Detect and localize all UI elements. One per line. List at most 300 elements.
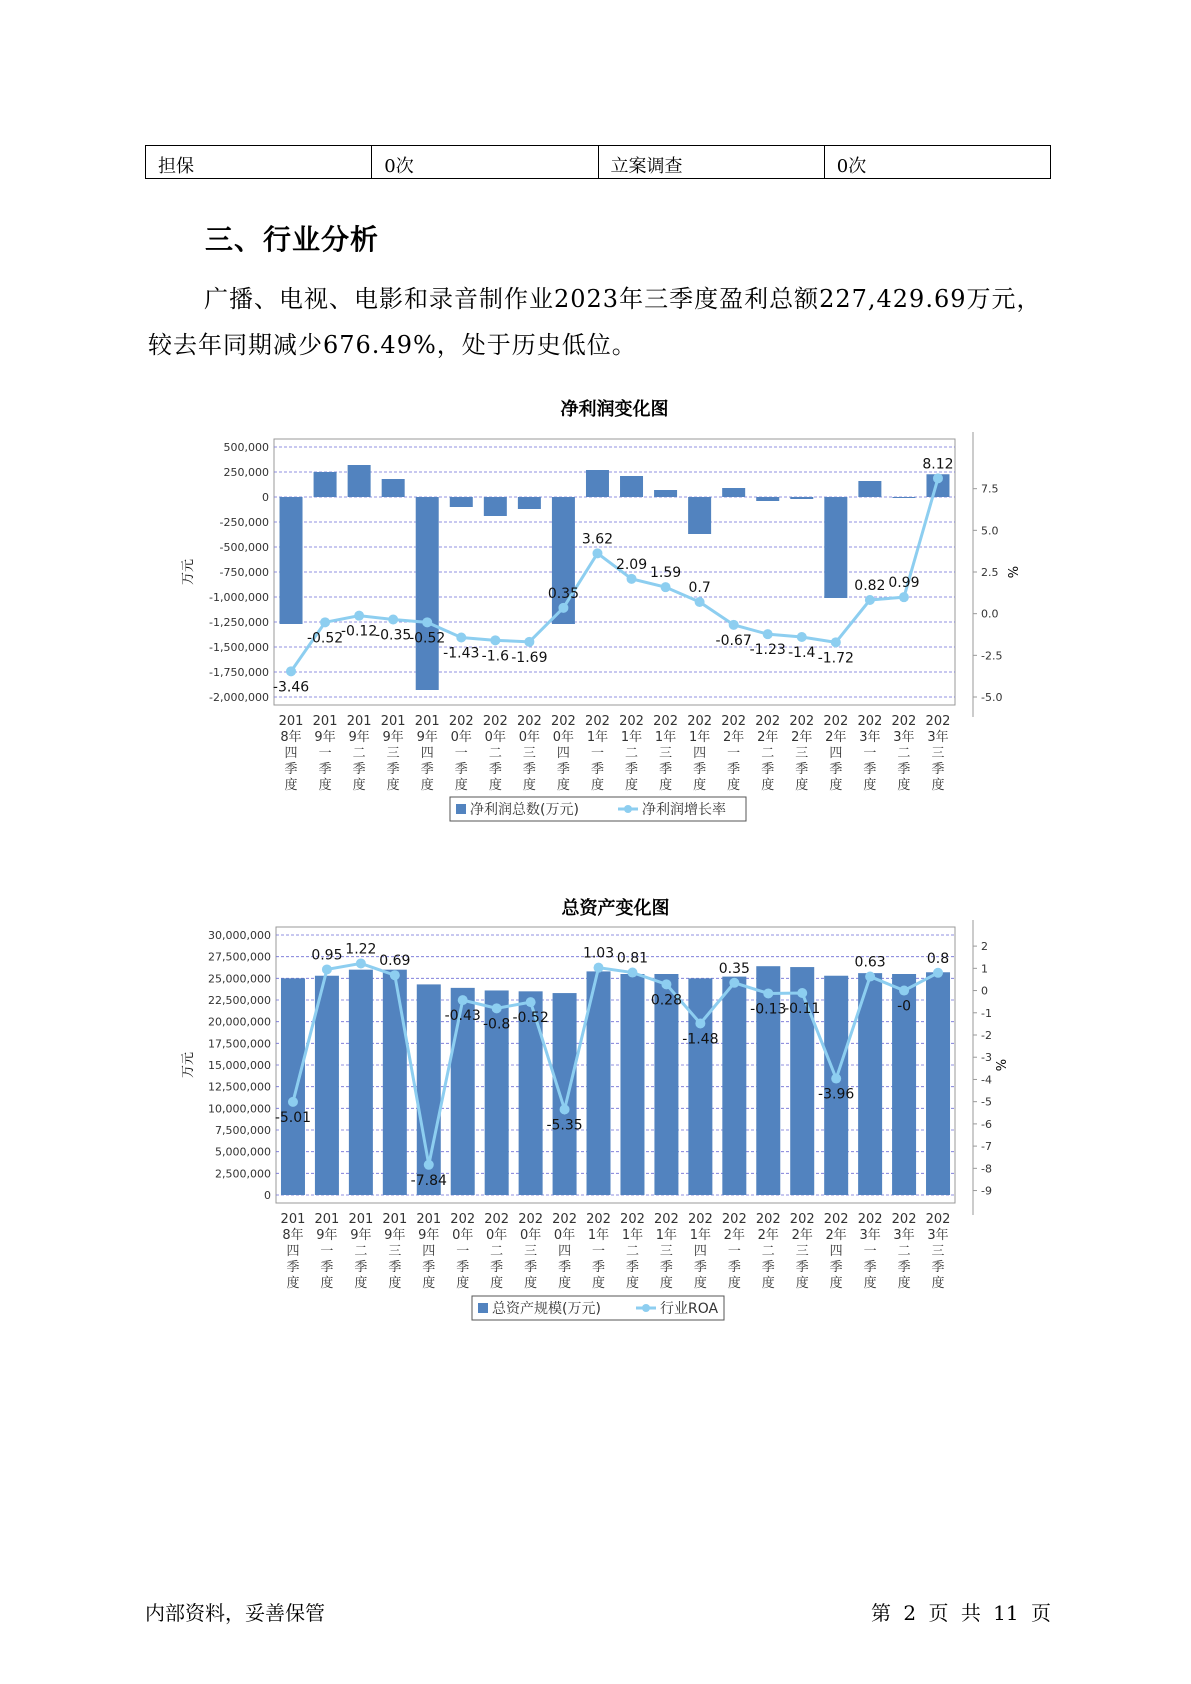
legend-bar-swatch	[456, 804, 466, 814]
x-tick-label: 201	[380, 714, 406, 729]
y-tick-label: 5,000,000	[215, 1145, 271, 1159]
x-tick-label: 三	[795, 746, 809, 761]
x-tick-label: 度	[897, 1276, 911, 1291]
line-point	[490, 635, 500, 645]
x-tick-label: 季	[488, 762, 502, 777]
x-tick-label: 度	[727, 778, 741, 793]
x-tick-label: 3年	[927, 1228, 949, 1243]
y2-tick-label: 0	[981, 984, 988, 998]
legend-line-label: 行业ROA	[660, 1301, 719, 1317]
x-tick-label: 9年	[348, 730, 370, 745]
data-label: -0.67	[715, 632, 752, 649]
y2-tick-label: -7	[981, 1140, 992, 1154]
x-tick-label: 1年	[587, 1228, 610, 1243]
data-label: -1.48	[682, 1031, 719, 1048]
x-tick-label: 季	[320, 1260, 334, 1275]
x-tick-label: 二	[897, 746, 911, 761]
x-tick-label: 202	[789, 1212, 815, 1227]
x-tick-label: 季	[693, 762, 707, 777]
y-tick-label: 0	[262, 491, 269, 504]
x-tick-label: 202	[552, 1212, 577, 1227]
x-tick-label: 202	[687, 1212, 713, 1227]
x-tick-label: 202	[925, 714, 951, 729]
net-profit-chart	[0, 385, 1191, 845]
line-point	[695, 1018, 705, 1028]
x-tick-label: 1年	[586, 730, 609, 745]
x-tick-label: 二	[352, 746, 366, 761]
x-tick-label: 三	[386, 746, 400, 761]
y-tick-label: 17,500,000	[208, 1037, 271, 1051]
x-tick-label: 二	[625, 746, 639, 761]
line-point	[831, 1074, 841, 1084]
data-label: -1.4	[788, 645, 816, 661]
x-tick-label: 度	[490, 1276, 504, 1291]
x-tick-label: 季	[422, 1260, 436, 1275]
data-label: -7.84	[410, 1172, 447, 1189]
bar	[314, 472, 337, 497]
x-tick-label: 202	[789, 714, 815, 729]
bar	[722, 488, 745, 497]
bar	[383, 970, 407, 1195]
x-tick-label: 2年	[723, 1228, 745, 1243]
footer-page-number: 第 2 页 共 11 页	[871, 1601, 1051, 1625]
x-tick-label: 一	[456, 1244, 470, 1259]
x-tick-label: 202	[721, 1212, 747, 1227]
x-tick-label: 度	[352, 778, 366, 793]
line-point	[526, 997, 536, 1007]
x-tick-label: 201	[312, 714, 338, 729]
y-axis-label: 万元	[181, 1051, 196, 1079]
x-tick-label: 202	[823, 714, 849, 729]
line-point	[390, 970, 400, 980]
y-tick-label: 12,500,000	[208, 1080, 271, 1094]
x-tick-label: 度	[354, 1276, 368, 1291]
x-tick-label: 季	[590, 762, 604, 777]
section-title: 三、行业分析	[205, 223, 380, 256]
x-tick-label: 一	[320, 1244, 334, 1259]
info-table	[145, 145, 1051, 179]
data-label: -3.46	[272, 679, 310, 696]
x-tick-label: 3年	[859, 730, 881, 745]
bar	[586, 470, 609, 497]
data-label: 0.95	[311, 947, 343, 964]
y2-tick-label: 7.5	[981, 482, 999, 496]
x-tick-label: 二	[488, 746, 502, 761]
x-tick-label: 202	[516, 714, 542, 729]
x-tick-label: 季	[897, 762, 911, 777]
line-point	[627, 968, 637, 978]
data-label: 0.8	[926, 950, 950, 967]
y2-tick-label: -5.0	[981, 691, 1003, 704]
data-label: 0.7	[688, 580, 711, 596]
x-tick-label: 季	[829, 1260, 843, 1275]
x-tick-label: 3年	[859, 1228, 881, 1243]
x-tick-label: 202	[755, 714, 781, 729]
x-tick-label: 度	[761, 1276, 775, 1291]
y2-tick-label: 2	[981, 940, 988, 954]
x-tick-label: 四	[829, 746, 843, 761]
x-tick-label: 度	[388, 1276, 402, 1291]
y-tick-label: 22,500,000	[208, 994, 271, 1007]
x-tick-label: 0年	[519, 1228, 542, 1243]
y-tick-label: 15,000,000	[208, 1059, 271, 1072]
x-tick-label: 度	[284, 778, 298, 793]
line-point	[899, 986, 909, 996]
x-tick-label: 0年	[518, 730, 541, 745]
bar	[688, 497, 711, 534]
legend-line-label: 净利润增长率	[642, 802, 726, 818]
y-tick-label: 20,000,000	[208, 1015, 271, 1029]
data-label: 0.63	[854, 954, 886, 971]
x-tick-label: 度	[659, 1276, 673, 1291]
line-point	[322, 964, 332, 974]
x-tick-label: 一	[592, 1244, 606, 1259]
bar	[553, 993, 577, 1195]
x-tick-label: 三	[524, 1244, 538, 1259]
bar	[416, 497, 439, 690]
bar	[484, 497, 507, 516]
x-tick-label: 201	[416, 1212, 442, 1227]
x-tick-label: 季	[795, 1260, 809, 1275]
x-tick-label: 度	[863, 778, 877, 793]
x-tick-label: 202	[482, 714, 508, 729]
line-point	[933, 473, 943, 483]
line-point	[388, 615, 398, 625]
x-tick-label: 三	[795, 1244, 809, 1259]
data-label: 0.69	[379, 953, 411, 970]
line-point	[729, 620, 739, 630]
y2-tick-label: -5	[981, 1095, 992, 1109]
x-tick-label: 度	[420, 778, 434, 793]
legend-bar-label: 总资产规模(万元)	[492, 1301, 601, 1317]
x-tick-label: 度	[863, 1276, 877, 1291]
x-tick-label: 202	[450, 1212, 476, 1227]
x-tick-label: 四	[556, 746, 570, 761]
x-tick-label: 9年	[314, 730, 336, 745]
x-tick-label: 201	[314, 1212, 340, 1227]
x-tick-label: 季	[420, 762, 434, 777]
x-tick-label: 0年	[553, 1228, 576, 1243]
line-point	[933, 968, 943, 978]
y-tick-label: 10,000,000	[208, 1102, 271, 1116]
chart-title: 净利润变化图	[560, 399, 669, 420]
line-point	[458, 995, 468, 1005]
x-tick-label: 9年	[382, 730, 404, 745]
x-tick-label: 三	[659, 1244, 673, 1259]
bar	[349, 970, 373, 1195]
data-label: 0.28	[650, 992, 683, 1009]
x-tick-label: 0年	[450, 730, 472, 745]
y-tick-label: -1,250,000	[209, 616, 269, 629]
x-tick-label: 四	[558, 1244, 572, 1259]
x-tick-label: 202	[687, 714, 713, 729]
data-label: 2.09	[615, 556, 648, 573]
x-tick-label: 度	[318, 778, 332, 793]
x-tick-label: 季	[556, 762, 570, 777]
x-tick-label: 季	[625, 1260, 639, 1275]
x-tick-label: 201	[348, 1212, 374, 1227]
x-tick-label: 202	[721, 714, 747, 729]
x-tick-label: 度	[659, 778, 673, 793]
x-tick-label: 季	[931, 1260, 945, 1275]
x-tick-label: 201	[382, 1212, 408, 1227]
x-tick-label: 季	[931, 762, 945, 777]
x-tick-label: 季	[490, 1260, 504, 1275]
x-tick-label: 一	[590, 746, 604, 761]
info-row	[146, 146, 1051, 179]
line-point	[763, 988, 773, 998]
x-tick-label: 季	[286, 1260, 300, 1275]
x-tick-label: 度	[727, 1276, 741, 1291]
x-tick-label: 度	[454, 778, 468, 793]
x-tick-label: 季	[727, 762, 741, 777]
data-label: -0.52	[306, 630, 344, 647]
x-tick-label: 一	[318, 746, 332, 761]
x-tick-label: 度	[931, 778, 945, 793]
x-tick-label: 3年	[893, 1228, 915, 1243]
x-tick-label: 度	[524, 1276, 538, 1291]
x-tick-label: 201	[414, 714, 440, 729]
x-tick-label: 度	[829, 778, 843, 793]
x-tick-label: 202	[925, 1212, 951, 1227]
data-label: 8.12	[922, 456, 954, 473]
x-tick-label: 季	[659, 762, 673, 777]
data-label: -0.8	[483, 1016, 511, 1033]
data-label: 1.03	[582, 945, 615, 962]
data-label: -1.43	[443, 645, 480, 662]
x-tick-label: 季	[388, 1260, 402, 1275]
y2-axis-label: %	[1007, 565, 1022, 579]
x-tick-label: 三	[931, 1244, 945, 1259]
x-tick-label: 三	[659, 746, 673, 761]
x-tick-label: 2年	[757, 1228, 779, 1243]
bar	[382, 479, 405, 497]
y-axis-label: 万元	[181, 558, 196, 586]
y-tick-label: 30,000,000	[208, 929, 271, 942]
x-tick-label: 度	[590, 778, 604, 793]
y-tick-label: -1,500,000	[209, 641, 269, 654]
x-tick-label: 度	[795, 1276, 809, 1291]
x-tick-label: 202	[857, 714, 883, 729]
x-tick-label: 季	[863, 762, 877, 777]
data-label: -1.69	[511, 649, 548, 666]
x-tick-label: 季	[659, 1260, 673, 1275]
x-tick-label: 季	[454, 762, 468, 777]
bar	[858, 481, 881, 497]
x-tick-label: 季	[522, 762, 536, 777]
x-tick-label: 2年	[791, 730, 813, 745]
x-tick-label: 四	[422, 1244, 436, 1259]
data-label: -0	[897, 998, 912, 1015]
data-label: -1.23	[749, 642, 786, 659]
bar	[926, 972, 950, 1195]
data-label: -1.72	[817, 650, 854, 667]
line-point	[592, 548, 602, 558]
x-tick-label: 0年	[552, 730, 575, 745]
line-point	[594, 963, 604, 973]
x-tick-label: 季	[592, 1260, 606, 1275]
y-tick-label: -1,750,000	[209, 666, 269, 679]
data-label: 3.62	[581, 531, 614, 548]
x-tick-label: 8年	[282, 1228, 304, 1243]
x-tick-label: 度	[286, 1276, 300, 1291]
line-point	[899, 592, 909, 602]
x-tick-label: 度	[625, 1276, 639, 1291]
x-tick-label: 202	[620, 1212, 645, 1227]
bar	[620, 974, 644, 1195]
line-point	[422, 617, 432, 627]
x-tick-label: 三	[388, 1244, 402, 1259]
line-point	[627, 574, 637, 584]
y2-tick-label: -2.5	[981, 649, 1003, 663]
x-tick-label: 季	[354, 1260, 368, 1275]
y-tick-label: -250,000	[219, 516, 269, 529]
bar	[824, 497, 847, 598]
bar	[620, 476, 643, 497]
bar	[315, 976, 339, 1195]
x-tick-label: 度	[693, 778, 707, 793]
x-tick-label: 度	[422, 1276, 436, 1291]
x-tick-label: 1年	[688, 730, 711, 745]
y-tick-label: 0	[264, 1189, 271, 1202]
y2-tick-label: -1	[981, 1006, 992, 1020]
x-tick-label: 1年	[654, 730, 677, 745]
x-tick-label: 202	[755, 1212, 781, 1227]
value-investigation: 0次	[824, 146, 1050, 179]
data-label: -0.11	[784, 1001, 821, 1017]
y2-tick-label: -8	[981, 1162, 992, 1176]
x-tick-label: 9年	[384, 1228, 406, 1243]
x-tick-label: 四	[284, 746, 298, 761]
label-investigation: 立案调查	[598, 146, 824, 179]
x-tick-label: 0年	[484, 730, 506, 745]
line-point	[661, 582, 671, 592]
x-tick-label: 二	[490, 1244, 504, 1259]
x-tick-label: 度	[897, 778, 911, 793]
x-tick-label: 四	[286, 1244, 300, 1259]
x-tick-label: 季	[284, 762, 298, 777]
data-label: -5.35	[546, 1117, 583, 1134]
bar	[654, 490, 677, 497]
line-point	[456, 633, 466, 643]
x-tick-label: 季	[693, 1260, 707, 1275]
x-tick-label: 度	[558, 1276, 572, 1291]
x-tick-label: 202	[448, 714, 474, 729]
x-tick-label: 0年	[452, 1228, 474, 1243]
line-point	[831, 637, 841, 647]
line-point	[560, 1104, 570, 1114]
x-tick-label: 度	[488, 778, 502, 793]
x-tick-label: 季	[318, 762, 332, 777]
x-tick-label: 四	[693, 746, 707, 761]
bar	[280, 497, 303, 624]
x-tick-label: 9年	[316, 1228, 338, 1243]
line-point	[729, 978, 739, 988]
legend-line-marker	[624, 805, 632, 813]
x-tick-label: 度	[761, 778, 775, 793]
line-point	[865, 972, 875, 982]
x-tick-label: 2年	[825, 1228, 847, 1243]
line-point	[558, 603, 568, 613]
x-tick-label: 度	[386, 778, 400, 793]
x-tick-label: 二	[354, 1244, 368, 1259]
x-tick-label: 9年	[416, 730, 438, 745]
y-tick-label: 500,000	[223, 441, 269, 454]
y-tick-label: 2,500,000	[215, 1167, 271, 1181]
data-label: 0.99	[888, 575, 920, 592]
data-label: -0.35	[375, 627, 412, 644]
y-tick-label: 250,000	[223, 466, 269, 479]
data-label: 0.82	[854, 578, 886, 594]
x-tick-label: 度	[931, 1276, 945, 1291]
x-tick-label: 二	[625, 1244, 639, 1259]
y-tick-label: -750,000	[219, 566, 269, 579]
x-tick-label: 四	[693, 1244, 707, 1259]
x-tick-label: 季	[829, 762, 843, 777]
data-label: 1.22	[345, 941, 377, 958]
x-tick-label: 2年	[825, 730, 847, 745]
data-label: 0.35	[718, 960, 750, 977]
x-tick-label: 季	[352, 762, 366, 777]
bar	[790, 497, 813, 499]
x-tick-label: 度	[592, 1276, 606, 1291]
y2-tick-label: -3	[981, 1051, 992, 1065]
data-label: -5.01	[274, 1109, 312, 1126]
y-tick-label: -1,000,000	[209, 591, 269, 604]
data-label: -3.96	[818, 1086, 855, 1103]
bar	[348, 465, 371, 497]
y2-tick-label: -4	[981, 1073, 992, 1087]
line-point	[797, 632, 807, 642]
x-tick-label: 202	[823, 1212, 849, 1227]
x-tick-label: 202	[586, 1212, 611, 1227]
data-label: -0.43	[444, 1008, 481, 1025]
x-tick-label: 季	[524, 1260, 538, 1275]
x-tick-label: 2年	[791, 1228, 813, 1243]
x-tick-label: 201	[278, 714, 304, 729]
chart-title: 总资产变化图	[561, 898, 670, 919]
bar	[281, 978, 305, 1195]
x-tick-label: 1年	[620, 730, 643, 745]
bar	[756, 497, 779, 501]
x-tick-label: 202	[857, 1212, 883, 1227]
x-tick-label: 二	[761, 1244, 775, 1259]
line-point	[320, 617, 330, 627]
x-tick-label: 9年	[418, 1228, 440, 1243]
line-point	[288, 1097, 298, 1107]
x-tick-label: 度	[456, 1276, 470, 1291]
line-point	[763, 629, 773, 639]
bar	[518, 497, 541, 509]
line-point	[356, 958, 366, 968]
x-tick-label: 四	[829, 1244, 843, 1259]
x-tick-label: 一	[727, 1244, 741, 1259]
data-label: -0.52	[409, 630, 446, 647]
x-tick-label: 三	[931, 746, 945, 761]
data-label: 0.35	[547, 585, 580, 602]
line-point	[661, 979, 671, 989]
x-tick-label: 度	[625, 778, 639, 793]
y2-tick-label: 5.0	[981, 524, 999, 538]
x-tick-label: 季	[897, 1260, 911, 1275]
x-tick-label: 一	[727, 746, 741, 761]
x-tick-label: 9年	[350, 1228, 372, 1243]
y-tick-label: 27,500,000	[208, 950, 271, 964]
x-tick-label: 202	[619, 714, 644, 729]
line-point	[865, 595, 875, 605]
footer-confidential: 内部资料，妥善保管	[145, 1601, 325, 1625]
y2-tick-label: 1	[981, 962, 988, 976]
